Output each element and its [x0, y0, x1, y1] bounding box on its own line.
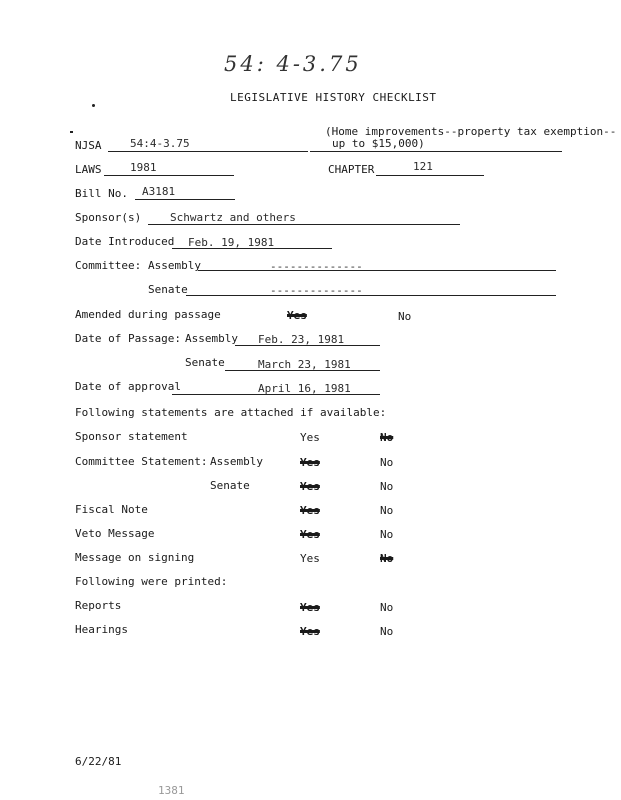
bill-value: A3181 [142, 185, 176, 198]
signing-message-label: Message on signing [75, 551, 195, 564]
hearings-no: No [380, 625, 394, 638]
sponsor-underline [148, 224, 460, 225]
laws-underline [104, 175, 234, 176]
subject-underline [310, 151, 562, 152]
committee-assembly-no: No [380, 456, 394, 469]
fiscal-note-label: Fiscal Note [75, 503, 148, 516]
bill-label: Bill No. [75, 187, 128, 200]
njsa-underline [108, 151, 308, 152]
sponsor-label: Sponsor(s) [75, 211, 142, 224]
chapter-label: CHAPTER [328, 163, 375, 176]
passage-senate-underline [225, 370, 380, 371]
page-title: LEGISLATIVE HISTORY CHECKLIST [230, 91, 437, 104]
amended-yes: Yes [287, 309, 307, 322]
committee-assembly-value: -------------- [270, 260, 363, 273]
fiscal-note-no: No [380, 504, 394, 517]
reports-yes: Yes [300, 601, 320, 614]
reports-no: No [380, 601, 394, 614]
chapter-value: 121 [413, 160, 433, 173]
subject-line-1: (Home improvements--property tax exemption-- [325, 125, 617, 138]
committee-assembly-yes: Yes [300, 456, 320, 469]
njsa-value: 54:4-3.75 [130, 137, 190, 150]
passage-senate-value: March 23, 1981 [258, 358, 351, 371]
subject-line-2: up to $15,000) [332, 137, 425, 150]
amended-label: Amended during passage [75, 308, 221, 321]
footer-mark: 1381 [158, 784, 185, 797]
bill-underline [135, 199, 235, 200]
scan-speck [92, 104, 95, 107]
scan-speck [70, 131, 73, 133]
approval-underline [172, 394, 380, 395]
signing-message-no: No [380, 552, 394, 565]
laws-label: LAWS [75, 163, 102, 176]
printed-heading: Following were printed: [75, 575, 228, 588]
passage-assembly-label: Assembly [185, 332, 238, 345]
introduced-value: Feb. 19, 1981 [188, 236, 275, 249]
njsa-label: NJSA [75, 139, 102, 152]
committee-assembly-underline [198, 270, 556, 271]
approval-label: Date of approval [75, 380, 181, 393]
amended-no: No [398, 310, 412, 323]
veto-message-yes: Yes [300, 528, 320, 541]
committee-statement-label: Committee Statement: [75, 455, 208, 468]
sponsor-value: Schwartz and others [170, 211, 296, 224]
hearings-yes: Yes [300, 625, 320, 638]
committee-assembly-label: Assembly [148, 259, 201, 272]
committee-senate-yes: Yes [300, 480, 320, 493]
passage-senate-label: Senate [185, 356, 225, 369]
sponsor-statement-yes: Yes [300, 431, 320, 444]
committee-senate-value: -------------- [270, 284, 363, 297]
committee-senate-label: Senate [148, 283, 188, 296]
committee-senate-no: No [380, 480, 394, 493]
passage-assembly-underline [235, 345, 380, 346]
introduced-underline [172, 248, 332, 249]
signing-message-yes: Yes [300, 552, 320, 565]
passage-label: Date of Passage: [75, 332, 181, 345]
committee-statement-assembly-label: Assembly [210, 455, 263, 468]
committee-label: Committee: [75, 259, 142, 272]
statements-heading: Following statements are attached if available: [75, 406, 387, 419]
veto-message-label: Veto Message [75, 527, 155, 540]
approval-value: April 16, 1981 [258, 382, 351, 395]
sponsor-statement-label: Sponsor statement [75, 430, 188, 443]
laws-value: 1981 [130, 161, 157, 174]
hearings-label: Hearings [75, 623, 128, 636]
committee-senate-underline [186, 295, 556, 296]
footer-date: 6/22/81 [75, 755, 122, 768]
passage-assembly-value: Feb. 23, 1981 [258, 333, 345, 346]
fiscal-note-yes: Yes [300, 504, 320, 517]
veto-message-no: No [380, 528, 394, 541]
chapter-underline [376, 175, 484, 176]
introduced-label: Date Introduced [75, 235, 175, 248]
committee-statement-senate-label: Senate [210, 479, 250, 492]
sponsor-statement-no: No [380, 431, 394, 444]
reports-label: Reports [75, 599, 122, 612]
handwritten-header: 54: 4-3.75 [224, 52, 362, 76]
